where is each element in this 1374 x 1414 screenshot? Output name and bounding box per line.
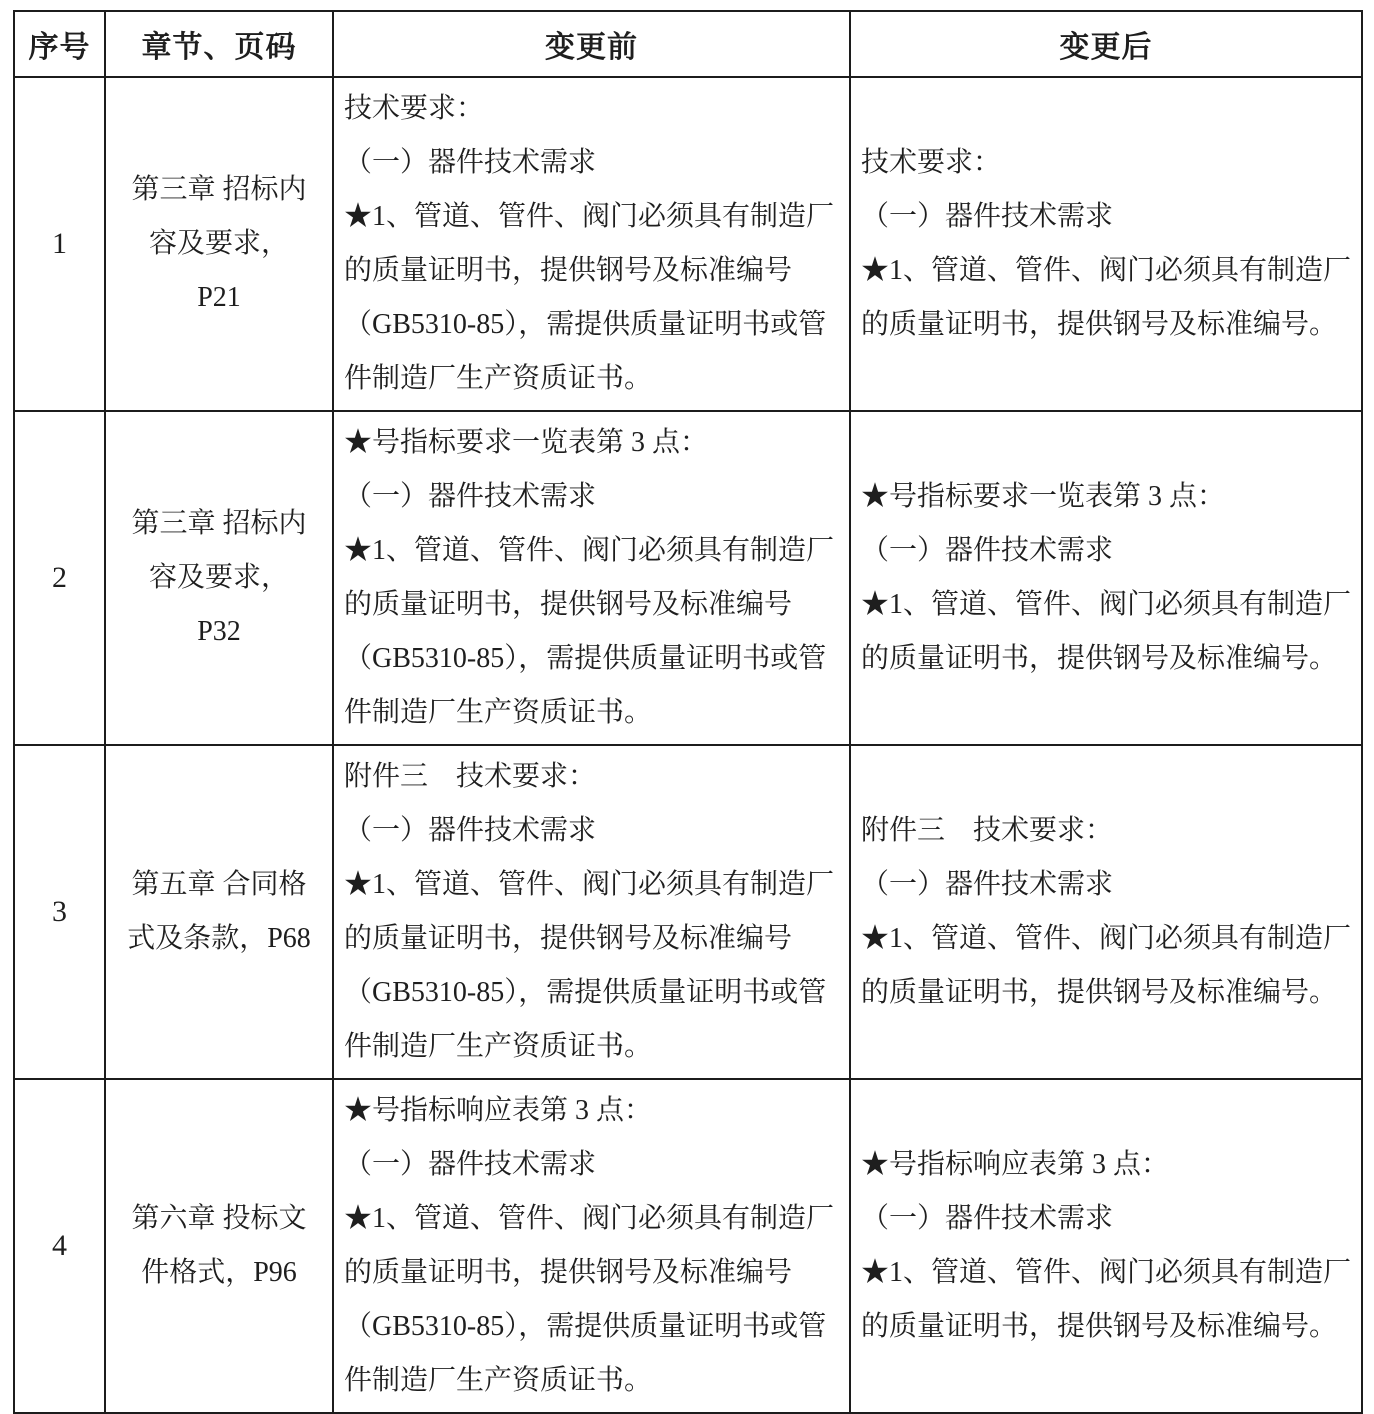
- col-header-chapter: 章节、页码: [105, 11, 333, 77]
- text-line: P32: [197, 616, 241, 647]
- text-line: 的质量证明书，提供钢号及标准编号。: [861, 643, 1338, 674]
- text-line: 的质量证明书，提供钢号及标准编号: [344, 1257, 793, 1288]
- text-line: （一）器件技术需求: [344, 147, 597, 178]
- table-row: [14, 1079, 1362, 1413]
- cell-before: [333, 411, 850, 745]
- text-line: ★1、管道、管件、阀门必须具有制造厂: [344, 1203, 835, 1234]
- cell-chapter: [105, 745, 333, 1079]
- cell-after: [850, 745, 1362, 1079]
- text-line: （一）器件技术需求: [861, 869, 1114, 900]
- text-line: 的质量证明书，提供钢号及标准编号。: [861, 309, 1338, 340]
- header-row: [14, 11, 1362, 77]
- text-line: ★1、管道、管件、阀门必须具有制造厂: [861, 589, 1352, 620]
- text-line: 第三章 招标内: [131, 174, 307, 205]
- table-row: [14, 411, 1362, 745]
- text-line: 第五章 合同格: [131, 869, 307, 900]
- text-line: ★号指标响应表第 3 点：: [861, 1149, 1170, 1180]
- cell-num: 4: [14, 1079, 105, 1413]
- text-line: （一）器件技术需求: [344, 815, 597, 846]
- text-line: ★1、管道、管件、阀门必须具有制造厂: [861, 255, 1352, 286]
- text-line: 的质量证明书，提供钢号及标准编号。: [861, 977, 1338, 1008]
- text-line: （一）器件技术需求: [344, 481, 597, 512]
- text-line: ★号指标响应表第 3 点：: [344, 1095, 653, 1126]
- text-line: ★号指标要求一览表第 3 点：: [344, 427, 709, 458]
- text-line: （GB5310-85），需提供质量证明书或管: [344, 309, 827, 340]
- cell-after: [850, 1079, 1362, 1413]
- cell-before: [333, 745, 850, 1079]
- col-header-num: 序号: [14, 11, 105, 77]
- cell-num: 3: [14, 745, 105, 1079]
- text-line: （一）器件技术需求: [861, 1203, 1114, 1234]
- text-line: 技术要求：: [861, 147, 1002, 178]
- text-line: ★1、管道、管件、阀门必须具有制造厂: [861, 1257, 1352, 1288]
- cell-after: [850, 411, 1362, 745]
- cell-chapter: [105, 411, 333, 745]
- text-line: ★1、管道、管件、阀门必须具有制造厂: [344, 869, 835, 900]
- text-line: 附件三 技术要求：: [861, 815, 1114, 846]
- col-header-after: 变更后: [850, 11, 1362, 77]
- col-header-before: 变更前: [333, 11, 850, 77]
- text-line: 的质量证明书，提供钢号及标准编号: [344, 923, 793, 954]
- text-line: ★1、管道、管件、阀门必须具有制造厂: [344, 535, 835, 566]
- table-row: [14, 745, 1362, 1079]
- text-line: （一）器件技术需求: [344, 1149, 597, 1180]
- text-line: 件制造厂生产资质证书。: [344, 1365, 653, 1396]
- text-line: 容及要求，: [148, 228, 289, 259]
- text-line: 的质量证明书，提供钢号及标准编号: [344, 589, 793, 620]
- text-line: 件制造厂生产资质证书。: [344, 1031, 653, 1062]
- text-line: （GB5310-85），需提供质量证明书或管: [344, 643, 827, 674]
- cell-num: 2: [14, 411, 105, 745]
- text-line: ★号指标要求一览表第 3 点：: [861, 481, 1226, 512]
- cell-num: 1: [14, 77, 105, 411]
- text-line: ★1、管道、管件、阀门必须具有制造厂: [344, 201, 835, 232]
- text-line: 件制造厂生产资质证书。: [344, 363, 653, 394]
- text-line: （GB5310-85），需提供质量证明书或管: [344, 977, 827, 1008]
- text-line: ★1、管道、管件、阀门必须具有制造厂: [861, 923, 1352, 954]
- text-line: 式及条款，P68: [127, 923, 311, 954]
- table-row: [14, 77, 1362, 411]
- text-line: （一）器件技术需求: [861, 535, 1114, 566]
- text-line: （GB5310-85），需提供质量证明书或管: [344, 1311, 827, 1342]
- text-line: 附件三 技术要求：: [344, 761, 597, 792]
- cell-chapter: [105, 1079, 333, 1413]
- text-line: 第六章 投标文: [131, 1203, 307, 1234]
- text-line: 件制造厂生产资质证书。: [344, 697, 653, 728]
- text-line: 件格式，P96: [141, 1257, 297, 1288]
- text-line: 第三章 招标内: [131, 508, 307, 539]
- change-comparison-table: [13, 10, 1363, 1414]
- text-line: （一）器件技术需求: [861, 201, 1114, 232]
- text-line: 容及要求，: [148, 562, 289, 593]
- cell-before: [333, 1079, 850, 1413]
- text-line: 技术要求：: [344, 93, 485, 124]
- cell-chapter: [105, 77, 333, 411]
- text-line: 的质量证明书，提供钢号及标准编号: [344, 255, 793, 286]
- text-line: P21: [197, 282, 241, 313]
- cell-after: [850, 77, 1362, 411]
- cell-before: [333, 77, 850, 411]
- text-line: 的质量证明书，提供钢号及标准编号。: [861, 1311, 1338, 1342]
